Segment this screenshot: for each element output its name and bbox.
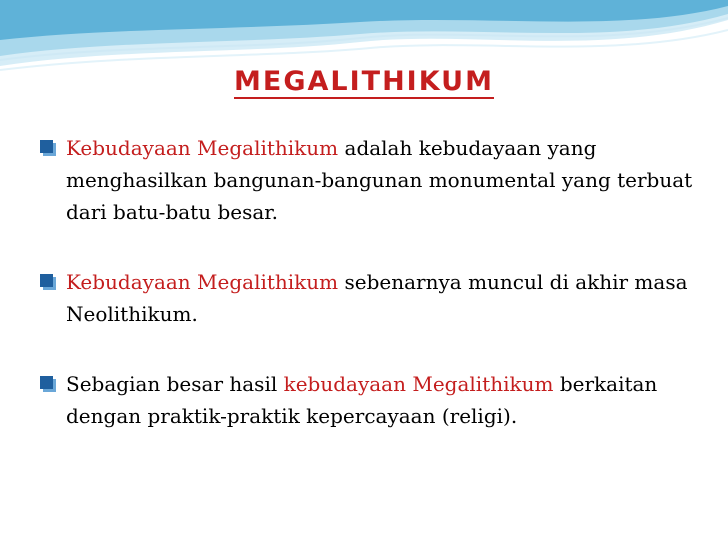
slide-title-text: MEGALITHIKUM (234, 66, 494, 97)
bullet-highlight: Kebudayaan Megalithikum (66, 270, 339, 294)
bullet-item (40, 132, 700, 228)
bullet-item (40, 266, 700, 330)
bullet-highlight: Kebudayaan Megalithikum (66, 136, 339, 160)
square-bullet-icon (40, 140, 56, 156)
bullet-text-post: sebenarnya muncul di akhir masa Neolithikum. (66, 270, 688, 326)
square-bullet-icon (40, 274, 56, 290)
square-bullet-icon (40, 376, 56, 392)
bullet-item (40, 368, 700, 432)
bullet-text-pre: Sebagian besar hasil (66, 372, 284, 396)
slide-title (0, 62, 728, 102)
bullet-text-post: berkaitan dengan praktik-praktik kepercayaan (religi). (66, 372, 658, 428)
bullet-list (40, 132, 700, 470)
bullet-highlight: kebudayaan Megalithikum (283, 372, 554, 396)
bullet-text-post: adalah kebudayaan yang menghasilkan bangunan-bangunan monumental yang terbuat dari batu-batu besar. (66, 136, 693, 224)
